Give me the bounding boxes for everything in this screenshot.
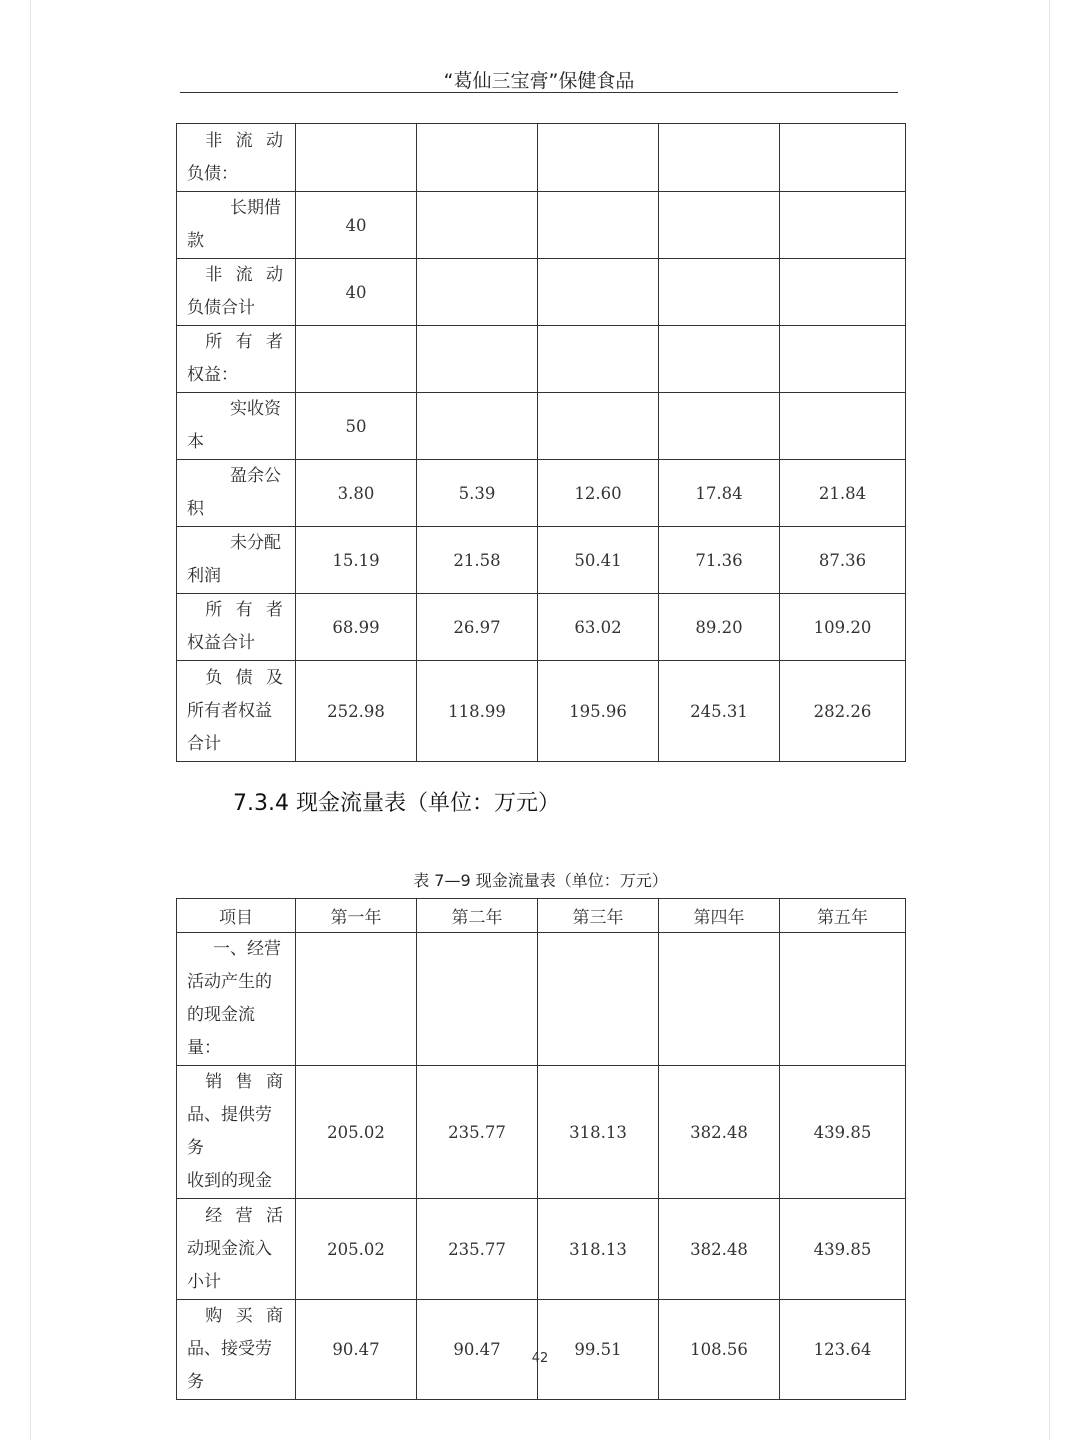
row-label-line: 所 有 者 [205,600,287,620]
value-cell: 252.98 [296,661,417,762]
header-rule [180,92,898,93]
value-cell: 12.60 [538,460,659,527]
row-label-line: 的现金流量： [187,1005,255,1058]
value-cell: 123.64 [780,1300,906,1400]
row-label-line: 所有者权益 [187,700,272,721]
value-cell: 26.97 [417,594,538,661]
row-label-line: 负债： [187,163,238,184]
value-cell: 439.85 [780,1066,906,1199]
value-cell [780,933,906,1066]
value-cell: 108.56 [659,1300,780,1400]
table-row [177,527,906,594]
value-cell [296,124,417,192]
value-cell [538,933,659,1066]
value-cell: 3.80 [296,460,417,527]
running-header: “葛仙三宝膏”保健食品 [443,70,635,92]
table-row [177,326,906,393]
cashflow-header-row [177,899,906,933]
value-cell [538,124,659,192]
table-row [177,933,906,1066]
row-label-line: 非 流 动 [205,265,287,285]
row-label-line: 品、接受劳务 [187,1339,272,1392]
row-label-line: 实收资 [230,399,281,419]
value-cell: 382.48 [659,1066,780,1199]
value-cell: 63.02 [538,594,659,661]
table-row [177,460,906,527]
value-cell: 89.20 [659,594,780,661]
row-label-line: 负 债 及 [205,667,287,688]
page-number: 42 [531,1351,549,1366]
value-cell: 205.02 [296,1066,417,1199]
row-label-line: 所 有 者 [205,332,287,352]
row-label-line: 动现金流入 [187,1238,272,1259]
row-label-line: 权益： [187,365,238,385]
value-cell: 68.99 [296,594,417,661]
value-cell [538,259,659,326]
value-cell: 50.41 [538,527,659,594]
row-label-line: 合计 [187,733,221,754]
value-cell [296,933,417,1066]
row-label-line: 利润 [187,566,221,586]
row-label-cell [177,661,296,762]
row-label-line: 活动产生的 [187,972,272,992]
value-cell: 235.77 [417,1199,538,1300]
table-row [177,661,906,762]
value-cell: 50 [296,393,417,460]
value-cell: 109.20 [780,594,906,661]
value-cell [296,326,417,393]
value-cell [417,259,538,326]
row-label-line: 非 流 动 [205,130,287,151]
header-cell: 项目 [177,899,296,933]
value-cell [417,192,538,259]
value-cell: 5.39 [417,460,538,527]
row-label-line: 购 买 商 [205,1306,287,1326]
row-label-cell [177,326,296,393]
value-cell [659,393,780,460]
value-cell: 318.13 [538,1199,659,1300]
value-cell [659,326,780,393]
row-label-cell [177,933,296,1066]
row-label-line: 盈余公 [230,466,281,486]
row-label-line: 品、提供劳务 [187,1105,272,1158]
value-cell [417,326,538,393]
row-label-line: 权益合计 [187,633,255,653]
value-cell [780,393,906,460]
value-cell [538,393,659,460]
row-label-line: 未分配 [230,533,281,553]
value-cell: 118.99 [417,661,538,762]
value-cell: 282.26 [780,661,906,762]
row-label-cell [177,1066,296,1199]
value-cell: 235.77 [417,1066,538,1199]
row-label-cell [177,124,296,192]
table-row [177,124,906,192]
row-label-cell [177,527,296,594]
value-cell [538,192,659,259]
value-cell: 21.84 [780,460,906,527]
value-cell: 90.47 [417,1300,538,1400]
value-cell [659,259,780,326]
row-label-cell [177,1300,296,1400]
header-cell: 第五年 [780,899,906,933]
table-row [177,1066,906,1199]
row-label-line: 一、经营 [213,939,281,959]
table-row [177,393,906,460]
table-row [177,192,906,259]
value-cell [659,192,780,259]
row-label-line: 小计 [187,1271,221,1292]
row-label-cell [177,594,296,661]
row-label-line: 积 [187,499,204,519]
value-cell: 40 [296,259,417,326]
value-cell: 90.47 [296,1300,417,1400]
row-label-line: 经 营 活 [205,1205,287,1226]
value-cell [780,192,906,259]
table-caption: 表 7—9 现金流量表（单位：万元） [413,871,668,890]
value-cell: 195.96 [538,661,659,762]
table-row [177,1300,906,1400]
value-cell: 99.51 [538,1300,659,1400]
row-label-cell [177,259,296,326]
value-cell [538,326,659,393]
table-row [177,594,906,661]
row-label-line: 本 [187,432,204,452]
value-cell [417,124,538,192]
value-cell [417,933,538,1066]
value-cell: 382.48 [659,1199,780,1300]
value-cell [780,124,906,192]
value-cell [659,124,780,192]
table-row [177,259,906,326]
value-cell [659,933,780,1066]
balance-sheet-table [176,123,906,762]
section-title: 7.3.4 现金流量表（单位：万元） [233,791,560,816]
row-label-line: 款 [187,231,204,251]
value-cell: 205.02 [296,1199,417,1300]
value-cell: 318.13 [538,1066,659,1199]
value-cell: 71.36 [659,527,780,594]
row-label-line: 长期借 [230,198,281,218]
row-label-line: 收到的现金 [187,1171,272,1191]
value-cell [417,393,538,460]
header-cell: 第一年 [296,899,417,933]
header-cell: 第二年 [417,899,538,933]
row-label-line: 负债合计 [187,298,255,318]
value-cell: 245.31 [659,661,780,762]
row-label-cell [177,1199,296,1300]
value-cell: 21.58 [417,527,538,594]
value-cell [780,259,906,326]
header-cell: 第四年 [659,899,780,933]
value-cell: 40 [296,192,417,259]
value-cell: 87.36 [780,527,906,594]
value-cell: 15.19 [296,527,417,594]
value-cell: 17.84 [659,460,780,527]
row-label-line: 销 售 商 [205,1072,287,1092]
value-cell [780,326,906,393]
row-label-cell [177,460,296,527]
row-label-cell [177,192,296,259]
header-cell: 第三年 [538,899,659,933]
table-row [177,1199,906,1300]
value-cell: 439.85 [780,1199,906,1300]
row-label-cell [177,393,296,460]
cashflow-table [176,898,906,1400]
